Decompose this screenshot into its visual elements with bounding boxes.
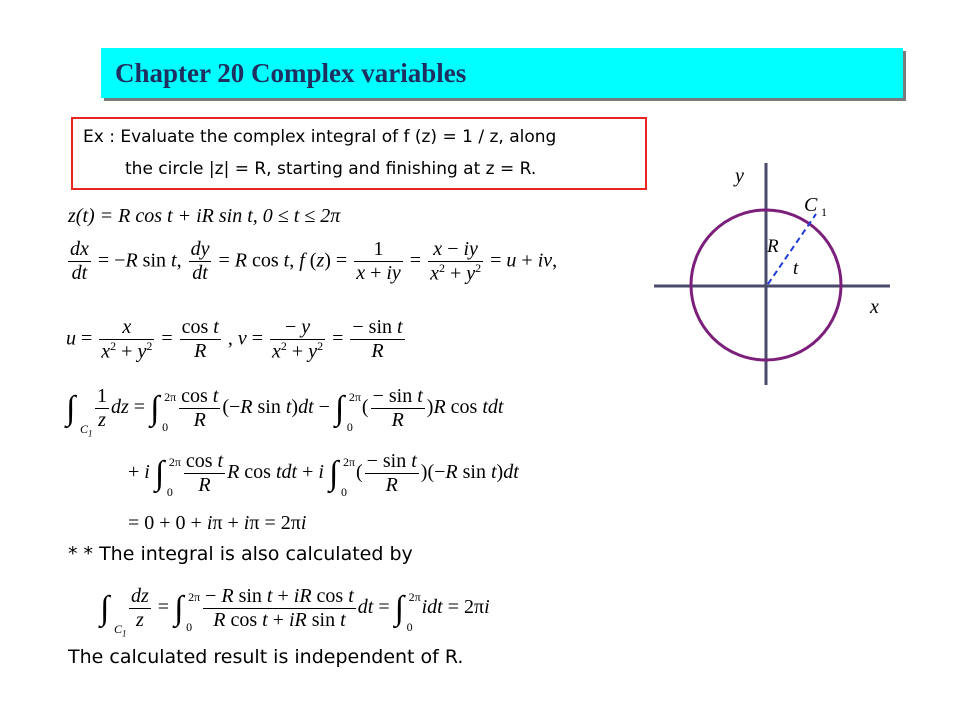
equation-uv: u = $\frac{x}{x^2 + y^2}$ = $\frac{\text{cos t}}{R}$ , v = $\frac{- y}{x^2 + y^2}$ = $\frac{\text{− sin t}}{R}$: [66, 316, 403, 363]
equation-text: z(t) = R cos t + iR sin t, 0 ≤ t ≤ 2π: [68, 205, 341, 227]
note-also-calculated: * * The integral is also calculated by: [68, 543, 413, 565]
label-c: C: [804, 194, 818, 216]
example-box: [71, 117, 647, 190]
label-t: t: [793, 258, 799, 279]
example-line-1: Ex : Evaluate the complex integral of f (z) = 1 / z, along: [83, 127, 557, 147]
equation-integral-1: ∫ $C_1$ $\frac{1}{z}$ dz = ∫ 2π 0 $\frac{\text{cos t}}{R}$ (−R sin t)dt − ∫ 2π 0 ( $\frac{\text{− sin t}}{R}$ )R cos tdt: [66, 385, 504, 438]
circle-diagram: [650, 155, 910, 395]
example-line-2: the circle |z| = R, starting and finishing at z = R.: [125, 159, 537, 179]
note-independent: The calculated result is independent of R.: [68, 646, 464, 668]
equation-integral-2: + i ∫ 2π 0 $\frac{\text{cos t}}{R}$ R cos tdt + i ∫ 2π 0 ( $\frac{\text{− sin t}}{R}$ )(−R sin t)dt: [128, 450, 519, 499]
label-r: R: [767, 236, 779, 257]
equation-result: = 0 + 0 + iπ + iπ = 2πi: [128, 512, 307, 534]
equation-derivatives: $\frac{dx}{dt}$ = −R sin t, $\frac{dy}{dt}$ = R cos t, f (z) = $\frac{1}{x + iy}$ = $\frac{x - iy}{x^2 + y^2}$ = u + iv,: [70, 238, 558, 285]
page-title: Chapter 20 Complex variables: [115, 58, 467, 88]
label-x: x: [870, 296, 879, 318]
equation-parametrization: [68, 205, 340, 228]
title-bar: [101, 48, 903, 98]
label-c-sub: 1: [821, 205, 827, 219]
label-y: y: [735, 165, 744, 187]
equation-integral-direct: ∫ $C_1$ $\frac{dz}{z}$ = ∫ 2π 0 $\frac{\text{− R sin t + iR cos t}}{\text{R cos t + iR sin t}}$ dt = ∫ 2π 0 idt = 2πi: [100, 585, 490, 638]
